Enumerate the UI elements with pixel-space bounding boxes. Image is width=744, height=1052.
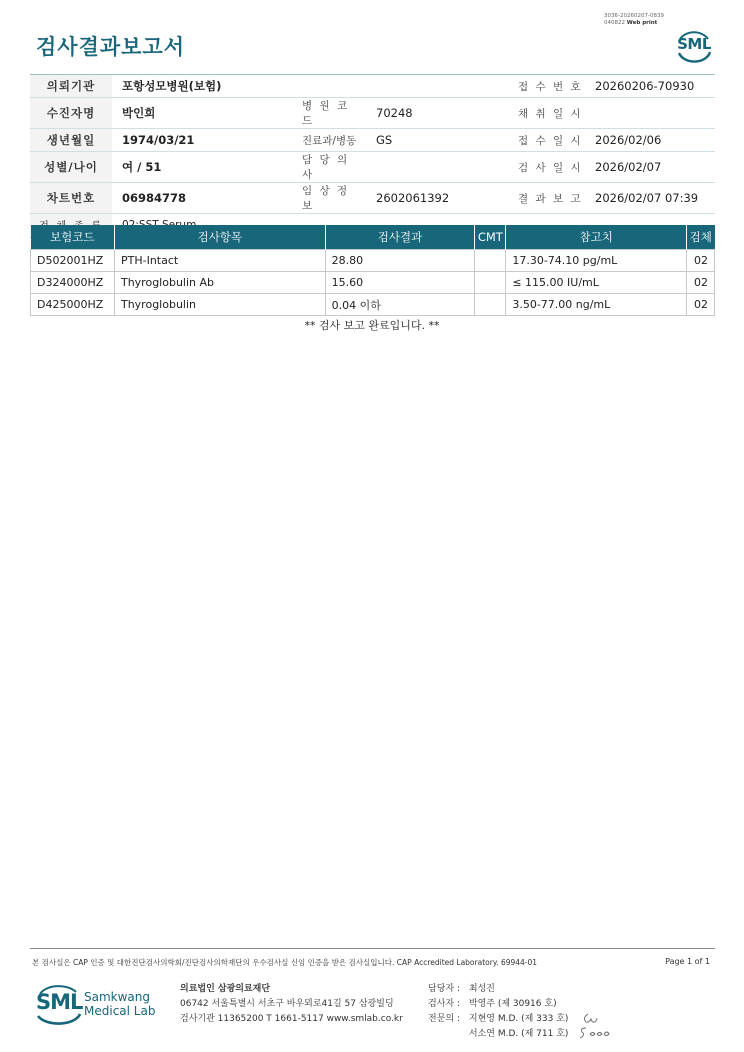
print-code-line2: 040822 bbox=[604, 20, 625, 26]
row-cmt bbox=[475, 294, 506, 316]
clinical-value: 2602061392 bbox=[366, 183, 504, 214]
header-cmt: CMT bbox=[475, 225, 506, 250]
info-row bbox=[30, 152, 715, 183]
row-specimen: 02 bbox=[686, 294, 714, 316]
collect-date-label: 채 취 일 시 bbox=[504, 98, 585, 129]
row-specimen: 02 bbox=[686, 250, 714, 272]
header-item: 검사항목 bbox=[114, 225, 325, 250]
organization-info bbox=[180, 982, 403, 1027]
birth-value: 1974/03/21 bbox=[112, 129, 288, 152]
org-contact: 검사기관 11365200 T 1661-5117 www.smlab.co.kr bbox=[180, 1014, 403, 1024]
collect-date-value bbox=[585, 98, 715, 129]
sml-logo bbox=[674, 26, 714, 64]
receipt-no-label: 접 수 번 호 bbox=[504, 75, 585, 98]
header-result: 검사결과 bbox=[325, 225, 475, 250]
table-row bbox=[31, 250, 715, 272]
test-date-label: 검 사 일 시 bbox=[504, 152, 585, 183]
row-code: D502001HZ bbox=[31, 250, 115, 272]
test-date-value: 2026/02/07 bbox=[585, 152, 715, 183]
results-header-row bbox=[31, 225, 715, 250]
info-row bbox=[30, 75, 715, 98]
sex-age-label: 성별/나이 bbox=[30, 152, 112, 183]
row-reference: 17.30-74.10 pg/mL bbox=[506, 250, 687, 272]
requester-value: 포항성모병원(보험) bbox=[112, 75, 504, 98]
receipt-no-value: 20260206-70930 bbox=[585, 75, 715, 98]
birth-label: 생년월일 bbox=[30, 129, 112, 152]
chart-label: 차트번호 bbox=[30, 183, 112, 214]
patient-info-table bbox=[30, 74, 715, 238]
hospital-code-label: 병 원 코 드 bbox=[288, 98, 366, 129]
specialist-label: 전문의 : bbox=[428, 1014, 460, 1024]
specialist-value-1: 지현영 M.D. (제 333 호) bbox=[468, 1014, 569, 1024]
clinical-label: 임 상 정 보 bbox=[288, 183, 366, 214]
info-row bbox=[30, 98, 715, 129]
info-row bbox=[30, 183, 715, 214]
tester-value: 박영주 (제 30916 호) bbox=[468, 999, 557, 1009]
table-row bbox=[31, 294, 715, 316]
samkwang-logo bbox=[36, 980, 161, 1028]
row-reference: 3.50-77.00 ng/mL bbox=[506, 294, 687, 316]
samkwang-logo-name: Samkwang Medical Lab bbox=[84, 990, 156, 1018]
manager-value: 최성진 bbox=[468, 984, 495, 994]
report-complete-text: ** 검사 보고 완료입니다. ** bbox=[304, 319, 440, 332]
row-code: D425000HZ bbox=[31, 294, 115, 316]
results-table bbox=[30, 225, 715, 316]
row-cmt bbox=[475, 272, 506, 294]
staff-info bbox=[428, 982, 568, 1042]
header-code: 보험코드 bbox=[31, 225, 115, 250]
row-item: Thyroglobulin Ab bbox=[114, 272, 325, 294]
report-value: 2026/02/07 07:39 bbox=[585, 183, 715, 214]
patient-label: 수진자명 bbox=[30, 98, 112, 129]
dept-value: GS bbox=[366, 129, 504, 152]
org-address: 06742 서울특별시 서초구 바우뫼로41길 57 삼광빌딩 bbox=[180, 999, 394, 1009]
requester-label: 의뢰기관 bbox=[30, 75, 112, 98]
report-label: 결 과 보 고 bbox=[504, 183, 585, 214]
dept-label: 진료과/병동 bbox=[288, 129, 366, 152]
row-item: Thyroglobulin bbox=[114, 294, 325, 316]
print-code-line1: 3036-20260207-0839 bbox=[604, 13, 664, 19]
row-specimen: 02 bbox=[686, 272, 714, 294]
table-row bbox=[31, 272, 715, 294]
footer-divider bbox=[30, 948, 715, 949]
row-item: PTH-Intact bbox=[114, 250, 325, 272]
sex-age-value: 여 / 51 bbox=[112, 152, 288, 183]
specialist-value-2: 서소연 M.D. (제 711 호) bbox=[468, 1029, 569, 1039]
patient-value: 박인희 bbox=[112, 98, 288, 129]
doctor-value bbox=[366, 152, 504, 183]
row-result: 0.04 이하 bbox=[325, 294, 475, 316]
row-result: 28.80 bbox=[325, 250, 475, 272]
print-code bbox=[604, 13, 664, 27]
header-reference: 참고치 bbox=[506, 225, 687, 250]
certification-text: 본 검사실은 CAP 인증 및 대한진단검사의학회/진단검사의학재단의 우수검사실 신임 인증을 받은 검사실입니다. CAP Accredited Laboratory. 69944-01 bbox=[32, 958, 538, 967]
receipt-date-value: 2026/02/06 bbox=[585, 129, 715, 152]
row-result: 15.60 bbox=[325, 272, 475, 294]
print-mode: Web print bbox=[626, 20, 658, 26]
sml-logo-text: SML bbox=[677, 35, 711, 53]
manager-label: 담당자 : bbox=[428, 984, 460, 994]
doctor-label: 담 당 의 사 bbox=[288, 152, 366, 183]
info-row bbox=[30, 129, 715, 152]
row-cmt bbox=[475, 250, 506, 272]
document-title: 검사결과보고서 bbox=[36, 35, 186, 59]
signature-image bbox=[576, 1008, 616, 1042]
chart-value: 06984778 bbox=[112, 183, 288, 214]
row-code: D324000HZ bbox=[31, 272, 115, 294]
samkwang-logo-sml: SML bbox=[36, 990, 83, 1014]
header-specimen: 검체 bbox=[686, 225, 714, 250]
receipt-date-label: 접 수 일 시 bbox=[504, 129, 585, 152]
hospital-code-value: 70248 bbox=[366, 98, 504, 129]
tester-label: 검사자 : bbox=[428, 999, 460, 1009]
page-number: Page 1 of 1 bbox=[665, 957, 710, 966]
row-reference: ≤ 115.00 IU/mL bbox=[506, 272, 687, 294]
org-name: 의료법인 삼광의료재단 bbox=[180, 984, 271, 994]
